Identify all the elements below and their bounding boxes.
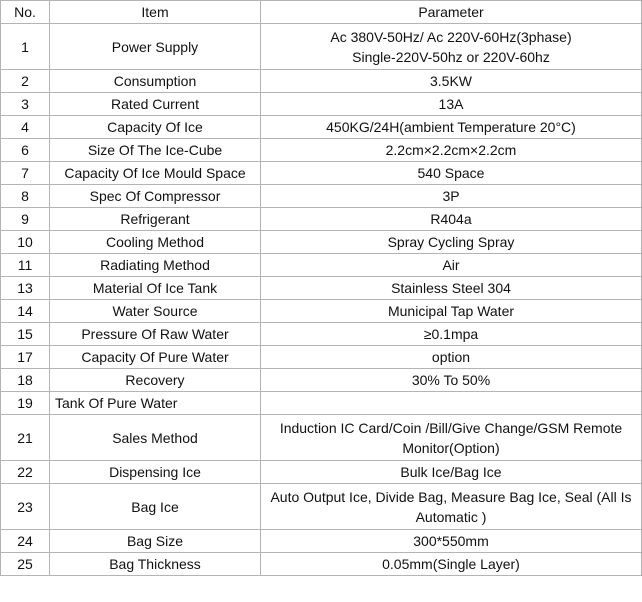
- header-parameter: Parameter: [261, 1, 642, 24]
- row-item: Water Source: [50, 300, 261, 323]
- row-item: Bag Size: [50, 530, 261, 553]
- table-row: [1, 24, 642, 70]
- table-row: [1, 369, 642, 392]
- table-row: [1, 484, 642, 530]
- row-item: Consumption: [50, 70, 261, 93]
- table-row: [1, 392, 642, 415]
- row-no: 11: [1, 254, 50, 277]
- table-row: [1, 70, 642, 93]
- row-parameter: 540 Space: [261, 162, 642, 185]
- row-no: 8: [1, 185, 50, 208]
- table-row: [1, 116, 642, 139]
- row-item: Bag Thickness: [50, 553, 261, 576]
- row-parameter: Bulk Ice/Bag Ice: [261, 461, 642, 484]
- row-parameter: 450KG/24H(ambient Temperature 20°C): [261, 116, 642, 139]
- row-no: 23: [1, 484, 50, 530]
- row-parameter: 300*550mm: [261, 530, 642, 553]
- row-item: Capacity Of Pure Water: [50, 346, 261, 369]
- table-row: [1, 323, 642, 346]
- parameter-line: Single-220V-50hz or 220V-60hz: [352, 48, 550, 65]
- header-no: No.: [1, 1, 50, 24]
- row-parameter: 13A: [261, 93, 642, 116]
- row-item: Recovery: [50, 369, 261, 392]
- row-parameter: [261, 392, 642, 415]
- row-no: 18: [1, 369, 50, 392]
- row-item: Capacity Of Ice: [50, 116, 261, 139]
- row-no: 1: [1, 24, 50, 70]
- row-no: 4: [1, 116, 50, 139]
- table-row: [1, 461, 642, 484]
- row-item: Material Of Ice Tank: [50, 277, 261, 300]
- row-parameter: 2.2cm×2.2cm×2.2cm: [261, 139, 642, 162]
- row-item: Spec Of Compressor: [50, 185, 261, 208]
- row-parameter: 0.05mm(Single Layer): [261, 553, 642, 576]
- row-parameter: 30% To 50%: [261, 369, 642, 392]
- row-parameter: ≥0.1mpa: [261, 323, 642, 346]
- table-row: [1, 277, 642, 300]
- header-item: Item: [50, 1, 261, 24]
- table-row: [1, 530, 642, 553]
- row-no: 2: [1, 70, 50, 93]
- table-row: [1, 93, 642, 116]
- table-row: [1, 346, 642, 369]
- row-parameter: Auto Output Ice, Divide Bag, Measure Bag Ice, Seal (All Is Automatic ): [261, 484, 642, 530]
- row-parameter: Municipal Tap Water: [261, 300, 642, 323]
- table-row: [1, 208, 642, 231]
- row-item: Power Supply: [50, 24, 261, 70]
- row-item: Cooling Method: [50, 231, 261, 254]
- row-parameter: R404a: [261, 208, 642, 231]
- row-item: Sales Method: [50, 415, 261, 461]
- row-parameter: [261, 24, 642, 70]
- table-row: [1, 162, 642, 185]
- row-item: Rated Current: [50, 93, 261, 116]
- row-no: 25: [1, 553, 50, 576]
- row-parameter: option: [261, 346, 642, 369]
- row-parameter: Air: [261, 254, 642, 277]
- row-item: Pressure Of Raw Water: [50, 323, 261, 346]
- table-row: [1, 139, 642, 162]
- table-row: [1, 553, 642, 576]
- row-no: 21: [1, 415, 50, 461]
- table-row: [1, 254, 642, 277]
- row-parameter: Induction IC Card/Coin /Bill/Give Change/GSM Remote Monitor(Option): [261, 415, 642, 461]
- row-no: 13: [1, 277, 50, 300]
- parameter-line: Ac 380V-50Hz/ Ac 220V-60Hz(3phase): [330, 28, 572, 45]
- row-no: 7: [1, 162, 50, 185]
- row-item: Capacity Of Ice Mould Space: [50, 162, 261, 185]
- row-no: 17: [1, 346, 50, 369]
- row-no: 22: [1, 461, 50, 484]
- row-no: 24: [1, 530, 50, 553]
- table-row: [1, 300, 642, 323]
- table-row: [1, 185, 642, 208]
- table-row: [1, 231, 642, 254]
- row-no: 6: [1, 139, 50, 162]
- row-parameter: Spray Cycling Spray: [261, 231, 642, 254]
- row-no: 19: [1, 392, 50, 415]
- row-item: Size Of The Ice-Cube: [50, 139, 261, 162]
- row-no: 14: [1, 300, 50, 323]
- row-no: 9: [1, 208, 50, 231]
- table-header-row: [1, 1, 642, 24]
- row-item: Dispensing Ice: [50, 461, 261, 484]
- row-item: Bag Ice: [50, 484, 261, 530]
- row-parameter: 3P: [261, 185, 642, 208]
- row-parameter: 3.5KW: [261, 70, 642, 93]
- row-no: 10: [1, 231, 50, 254]
- table-row: [1, 415, 642, 461]
- row-item: Refrigerant: [50, 208, 261, 231]
- row-item: Tank Of Pure Water: [50, 392, 261, 415]
- row-item: Radiating Method: [50, 254, 261, 277]
- row-parameter: Stainless Steel 304: [261, 277, 642, 300]
- row-no: 15: [1, 323, 50, 346]
- row-no: 3: [1, 93, 50, 116]
